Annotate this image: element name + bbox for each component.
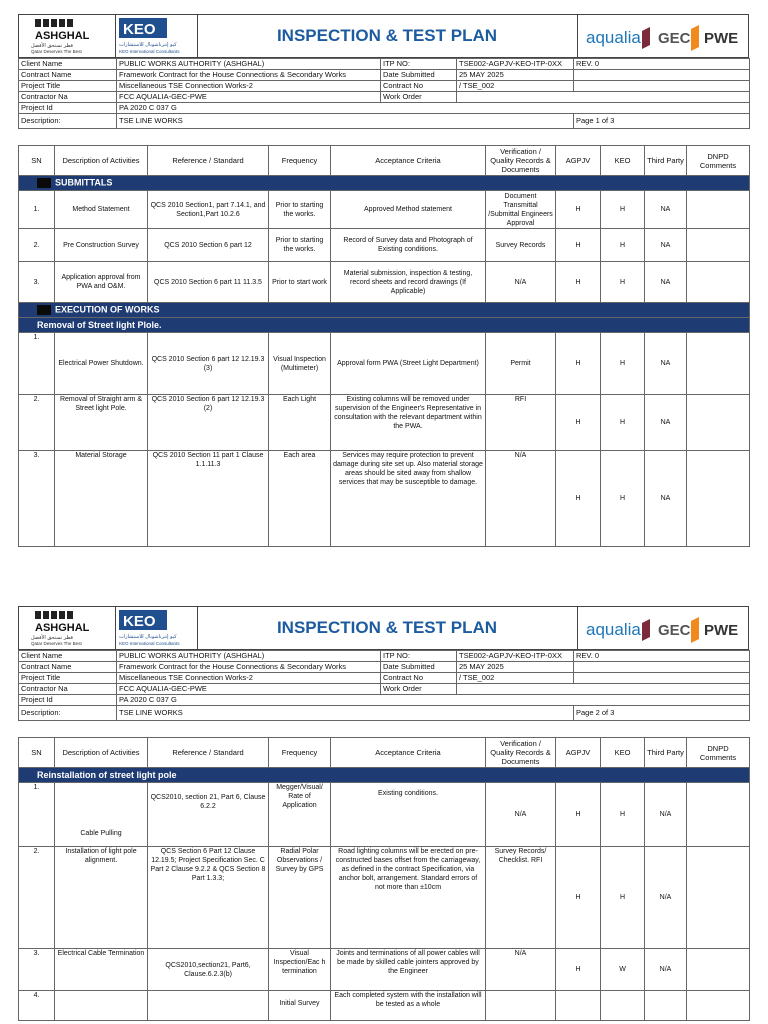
table-cell: NA (645, 395, 687, 451)
table-cell: Contract Name (19, 662, 117, 673)
table-cell: Project Id (19, 103, 117, 114)
table-cell: Pre Construction Survey (55, 229, 148, 262)
table-cell: Approved Method statement (331, 191, 486, 229)
table-cell: QCS 2010 Section 6 part 12 12.19.3 (3) (148, 333, 269, 395)
itp-table-1 (18, 145, 750, 547)
column-header: Verification / Quality Records & Documents (486, 146, 556, 176)
aqualia-logo: aqualia (586, 620, 641, 639)
table-cell: Miscellaneous TSE Connection Works-2 (117, 673, 381, 684)
itp-page-1 (18, 14, 749, 547)
table-cell (645, 991, 687, 1021)
table-cell: Work Order (381, 684, 457, 695)
table-cell: N/A (486, 451, 556, 547)
partner-logos (577, 15, 749, 57)
svg-text:قطر تستحق الأفضل: قطر تستحق الأفضل (31, 635, 73, 641)
table-cell: QCS 2010 Section 6 part 12 (148, 229, 269, 262)
svg-text:كيو إنترناشونال للاستشارات: كيو إنترناشونال للاستشارات (119, 634, 177, 640)
itp-header (18, 14, 749, 58)
table-cell: FCC AQUALIA-GEC-PWE (117, 684, 381, 695)
svg-text:قطر تستحق الأفضل: قطر تستحق الأفضل (31, 43, 73, 49)
table-cell: H (556, 847, 601, 949)
table-cell (687, 262, 750, 303)
table-cell: Description: (19, 706, 117, 721)
table-cell: Survey Records (486, 229, 556, 262)
table-cell: Visual Inspection (Multimeter) (269, 333, 331, 395)
table-cell: H (556, 229, 601, 262)
page-number: Page 1 of 3 (574, 114, 750, 129)
hexagon-icon (691, 25, 699, 51)
table-cell: Road lighting columns will be erected on pre-constructed bases offset from the carriageway, as defined in the contract Specification, via anchor bolt, arrangement. Standard errors of not more than ±10cm (331, 847, 486, 949)
table-cell: Material Storage (55, 451, 148, 547)
table-cell: W (601, 949, 645, 991)
table-row (19, 229, 750, 262)
table-cell (687, 229, 750, 262)
document-title: INSPECTION & TEST PLAN (276, 26, 498, 45)
table-cell: QCS 2010 Section 6 part 12 12.19.3 (2) (148, 395, 269, 451)
table-cell: 2. (19, 847, 55, 949)
table-cell (574, 70, 750, 81)
column-header: DNPD Comments (687, 146, 750, 176)
table-cell: NA (645, 229, 687, 262)
gec-logo: GEC (658, 622, 691, 639)
table-cell: Initial Survey (269, 991, 331, 1021)
project-info-table (18, 650, 750, 721)
table-cell: NA (645, 333, 687, 395)
keo-logo (115, 607, 198, 649)
table-cell: Radial Polar Observations / Survey by GPS (269, 847, 331, 949)
table-cell (687, 783, 750, 847)
table-cell: Contractor Na (19, 684, 117, 695)
table-cell: 3. (19, 949, 55, 991)
table-cell: PA 2020 C 037 G (117, 695, 750, 706)
table-cell (687, 191, 750, 229)
table-cell: H (556, 451, 601, 547)
column-header: AGPJV (556, 146, 601, 176)
table-cell: Removal of Straight arm & Street light Pole. (55, 395, 148, 451)
table-cell (687, 949, 750, 991)
table-header (19, 146, 750, 176)
section-removal: Removal of Street light Plole. (19, 318, 750, 333)
table-cell: Prior to starting the works. (269, 191, 331, 229)
table-row (19, 783, 750, 847)
table-cell: 3. (19, 451, 55, 547)
project-info-table (18, 58, 750, 129)
table-cell: N/A (645, 949, 687, 991)
table-cell: ITP NO: (381, 651, 457, 662)
table-cell: PUBLIC WORKS AUTHORITY (ASHGHAL) (117, 59, 381, 70)
table-cell: H (601, 783, 645, 847)
svg-text:KEO: KEO (123, 613, 156, 630)
table-cell (687, 333, 750, 395)
table-cell (574, 673, 750, 684)
cube-icon (642, 619, 650, 641)
section-execution: EXECUTION OF WORKS (19, 303, 750, 318)
table-cell: Permit (486, 333, 556, 395)
document-title: INSPECTION & TEST PLAN (276, 618, 498, 637)
table-cell: 2. (19, 395, 55, 451)
table-cell (687, 451, 750, 547)
table-cell: / TSE_002 (457, 673, 574, 684)
pwe-logo: PWE (704, 622, 739, 639)
cube-icon (642, 27, 650, 49)
itp-table-2 (18, 737, 750, 1021)
table-cell: Electrical Cable Termination (55, 949, 148, 991)
table-cell: / TSE_002 (457, 81, 574, 92)
table-cell: N/A (486, 783, 556, 847)
table-cell: H (556, 333, 601, 395)
table-cell: QCS 2010 Section 6 part 11 11.3.5 (148, 262, 269, 303)
svg-text:كيو إنترناشونال للاستشارات: كيو إنترناشونال للاستشارات (119, 42, 177, 48)
svg-text:KEO: KEO (123, 21, 156, 38)
table-cell: 4. (19, 991, 55, 1021)
table-cell: Approval form PWA (Street Light Department) (331, 333, 486, 395)
table-row (19, 847, 750, 949)
svg-text:KEO International Consultants: KEO International Consultants (119, 641, 180, 646)
table-cell (148, 991, 269, 1021)
table-cell: 25 MAY 2025 (457, 662, 574, 673)
hexagon-icon (691, 617, 699, 643)
svg-text:Qatar Deserves The Best: Qatar Deserves The Best (31, 49, 82, 54)
table-cell: H (601, 847, 645, 949)
table-cell: Client Name (19, 651, 117, 662)
table-cell: N/A (645, 783, 687, 847)
column-header: KEO (601, 738, 645, 768)
table-cell: Application approval from PWA and O&M. (55, 262, 148, 303)
ashghal-logo (19, 607, 116, 649)
table-cell: TSE LINE WORKS (117, 706, 574, 721)
keo-logo (115, 15, 198, 57)
table-cell (574, 81, 750, 92)
table-cell: Services may require protection to prevent damage during site set up. Also material storage areas should be sited away from shallow services that may be susceptible to damage. (331, 451, 486, 547)
table-cell: H (556, 262, 601, 303)
table-cell: H (601, 451, 645, 547)
table-cell: H (556, 395, 601, 451)
table-cell: 3. (19, 262, 55, 303)
table-cell: H (601, 191, 645, 229)
table-cell (556, 991, 601, 1021)
table-cell: PUBLIC WORKS AUTHORITY (ASHGHAL) (117, 651, 381, 662)
table-cell: Client Name (19, 59, 117, 70)
table-cell: FCC AQUALIA-GEC-PWE (117, 92, 381, 103)
ashghal-logo (19, 15, 116, 57)
table-row (19, 333, 750, 395)
table-cell: N/A (645, 847, 687, 949)
table-cell: PA 2020 C 037 G (117, 103, 750, 114)
table-cell: H (556, 949, 601, 991)
table-cell: Contractor Na (19, 92, 117, 103)
table-cell: Framework Contract for the House Connections & Secondary Works (117, 70, 381, 81)
table-cell: Material submission, inspection & testing, record sheets and record drawings (If Applicable) (331, 262, 486, 303)
table-cell: QCS Section 6 Part 12 Clause 12.19.5; Project Specification Sec. C Part 2 Clause 9.2.2 & QCS Section 8 Part 1.3.3; (148, 847, 269, 949)
table-cell: Work Order (381, 92, 457, 103)
section-reinstallation: Reinstallation of street light pole (19, 768, 750, 783)
table-cell: Cable Pulling (55, 783, 148, 847)
table-cell: TSE002-AGPJV-KEO-ITP-0XX (457, 651, 574, 662)
gec-logo: GEC (658, 30, 691, 47)
table-cell: Document Transmittal /Submittal Engineers Approval (486, 191, 556, 229)
table-cell: 1. (19, 191, 55, 229)
table-cell: Miscellaneous TSE Connection Works-2 (117, 81, 381, 92)
table-cell (574, 662, 750, 673)
table-cell: 1. (19, 333, 55, 395)
table-cell: Project Title (19, 673, 117, 684)
table-cell: H (556, 191, 601, 229)
table-cell: Project Title (19, 81, 117, 92)
table-cell (486, 991, 556, 1021)
table-cell: QCS 2010 Section 11 part 1 Clause 1.1.11.3 (148, 451, 269, 547)
table-cell: Each Light (269, 395, 331, 451)
column-header: Frequency (269, 738, 331, 768)
column-header: AGPJV (556, 738, 601, 768)
svg-text:Qatar Deserves The Best: Qatar Deserves The Best (31, 641, 82, 646)
column-header: Third Party (645, 146, 687, 176)
column-header: KEO (601, 146, 645, 176)
aqualia-logo: aqualia (586, 28, 641, 47)
table-cell: Each completed system with the installation will be tested as a whole (331, 991, 486, 1021)
table-cell: Contract No (381, 673, 457, 684)
table-cell: Joints and terminations of all power cables will be made by skilled cable jointers approved by the Engineer (331, 949, 486, 991)
column-header: SN (19, 738, 55, 768)
table-row (19, 949, 750, 991)
table-cell: Description: (19, 114, 117, 129)
table-cell: RFI (486, 395, 556, 451)
table-row (19, 262, 750, 303)
column-header: Verification / Quality Records & Documents (486, 738, 556, 768)
table-cell (55, 991, 148, 1021)
table-cell: Prior to starting the works. (269, 229, 331, 262)
table-cell: 2. (19, 229, 55, 262)
table-cell: Date Submitted (381, 70, 457, 81)
table-cell: Electrical Power Shutdown. (55, 333, 148, 395)
pwe-logo: PWE (704, 30, 739, 47)
section-submittals: SUBMITTALS (19, 176, 750, 191)
table-cell: NA (645, 191, 687, 229)
table-cell: Existing conditions. (331, 783, 486, 847)
table-cell: Existing columns will be removed under supervision of the Engineer's Representative in consultation with the relevant department within the PWA. (331, 395, 486, 451)
table-row (19, 191, 750, 229)
column-header: Acceptance Criteria (331, 146, 486, 176)
table-cell: Project Id (19, 695, 117, 706)
table-cell: Visual Inspection/Eac h termination (269, 949, 331, 991)
column-header: Reference / Standard (148, 738, 269, 768)
table-cell: H (601, 395, 645, 451)
table-cell: Survey Records/ Checklist. RFI (486, 847, 556, 949)
column-header: Third Party (645, 738, 687, 768)
table-cell: REV. 0 (574, 651, 750, 662)
column-header: SN (19, 146, 55, 176)
table-header (19, 738, 750, 768)
column-header: DNPD Comments (687, 738, 750, 768)
table-cell: TSE002-AGPJV-KEO-ITP-0XX (457, 59, 574, 70)
table-cell: H (601, 333, 645, 395)
table-cell: H (556, 783, 601, 847)
table-cell: ITP NO: (381, 59, 457, 70)
column-header: Description of Activities (55, 738, 148, 768)
table-cell: H (601, 262, 645, 303)
svg-text:ASHGHAL: ASHGHAL (35, 622, 90, 634)
table-cell: N/A (486, 949, 556, 991)
table-cell: 1. (19, 783, 55, 847)
page-number: Page 2 of 3 (574, 706, 750, 721)
table-cell (687, 991, 750, 1021)
table-cell: H (601, 229, 645, 262)
svg-text:ASHGHAL: ASHGHAL (35, 30, 90, 42)
table-cell: Method Statement (55, 191, 148, 229)
table-cell (457, 684, 750, 695)
table-row (19, 451, 750, 547)
table-cell: Contract No (381, 81, 457, 92)
table-cell: Prior to start work (269, 262, 331, 303)
table-cell: NA (645, 451, 687, 547)
table-row (19, 991, 750, 1021)
table-cell: QCS2010, section 21, Part 6, Clause 6.2.2 (148, 783, 269, 847)
table-cell: Framework Contract for the House Connections & Secondary Works (117, 662, 381, 673)
table-cell (601, 991, 645, 1021)
table-cell: Each area (269, 451, 331, 547)
column-header: Frequency (269, 146, 331, 176)
table-cell: QCS2010,section21, Part6, Clause.6.2.3(b) (148, 949, 269, 991)
column-header: Acceptance Criteria (331, 738, 486, 768)
svg-text:KEO International Consultants: KEO International Consultants (119, 49, 180, 54)
column-header: Reference / Standard (148, 146, 269, 176)
table-cell: Contract Name (19, 70, 117, 81)
table-cell (687, 395, 750, 451)
table-cell (457, 92, 750, 103)
table-cell: Installation of light pole alignment. (55, 847, 148, 949)
table-cell: QCS 2010 Section1, part 7.14.1, and Section1,Part 10.2.6 (148, 191, 269, 229)
table-cell: NA (645, 262, 687, 303)
table-cell: REV. 0 (574, 59, 750, 70)
table-cell: Record of Survey data and Photograph of Existing conditions. (331, 229, 486, 262)
itp-header (18, 606, 749, 650)
table-row (19, 395, 750, 451)
table-cell: Megger/Visual/ Rate of Application (269, 783, 331, 847)
table-cell: N/A (486, 262, 556, 303)
partner-logos (577, 607, 749, 649)
table-cell (687, 847, 750, 949)
itp-page-2 (18, 606, 749, 1021)
column-header: Description of Activities (55, 146, 148, 176)
table-cell: 25 MAY 2025 (457, 70, 574, 81)
table-cell: Date Submitted (381, 662, 457, 673)
table-cell: TSE LINE WORKS (117, 114, 574, 129)
